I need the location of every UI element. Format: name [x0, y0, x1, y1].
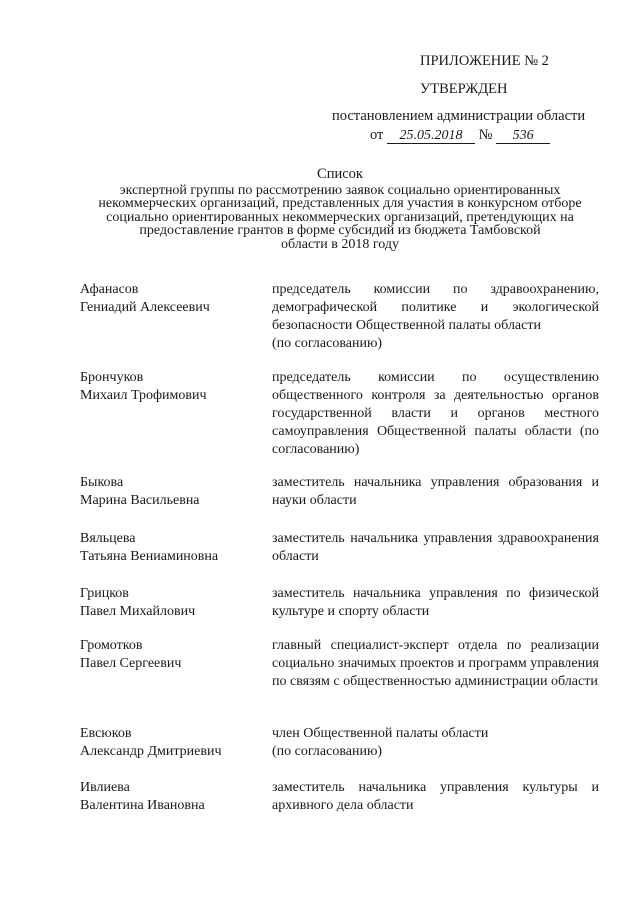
member-name	[80, 585, 270, 621]
member-role-text: заместитель начальника управления по физической культуре и спорту области	[272, 586, 599, 619]
member-given-names: Татьяна Вениаминовна	[80, 549, 219, 564]
title-line: предоставление грантов в форме субсидий из бюджета Тамбовской	[139, 223, 541, 238]
handwritten-number: 536	[496, 129, 550, 144]
member-role-text: председатель комиссии по осуществлению общественного контроля за деятельностью органов государственной власти и органов местного самоуправления Общественной палаты области (по согласованию)	[272, 370, 599, 457]
member-name	[80, 369, 270, 405]
member-role	[272, 281, 599, 353]
member-role	[272, 530, 599, 566]
member-role-text: заместитель начальника управления здравоохранения области	[272, 531, 599, 564]
number-prefix: №	[478, 127, 493, 143]
title-line: социально ориентированных некоммерческих организаций, претендующих на	[106, 209, 574, 225]
member-role-text: член Общественной палаты области	[272, 726, 489, 741]
member-role-note: (по согласованию)	[272, 744, 383, 759]
member-surname: Вяльцева	[80, 531, 136, 546]
document-title	[80, 168, 600, 251]
member-name	[80, 530, 270, 566]
member-name	[80, 281, 270, 317]
member-role	[272, 779, 599, 815]
member-surname: Евсюков	[80, 726, 132, 741]
member-given-names: Павел Сергеевич	[80, 656, 182, 671]
member-role	[272, 474, 599, 510]
title-line: экспертной группы по рассмотрению заявок социально ориентированных	[119, 182, 561, 198]
approved-label: УТВЕРЖДЕН	[420, 81, 508, 97]
member-role-note: (по согласованию)	[272, 336, 383, 351]
member-name	[80, 779, 270, 815]
member-surname: Грицков	[80, 586, 129, 601]
member-surname: Громотков	[80, 638, 143, 653]
member-surname: Афанасов	[80, 282, 139, 297]
handwritten-date: 25.05.2018	[387, 129, 475, 144]
member-name	[80, 637, 270, 673]
date-prefix: от	[370, 127, 384, 143]
member-role-text: заместитель начальника управления образования и науки области	[272, 475, 599, 508]
member-given-names: Марина Васильевна	[80, 493, 200, 508]
member-role-text: главный специалист-эксперт отдела по реализации социально значимых проектов и программ управления по связям с общественностью администрации области	[272, 638, 599, 689]
decree-text: постановлением администрации области	[332, 108, 586, 124]
member-given-names: Михаил Трофимович	[80, 388, 207, 403]
appendix-label: ПРИЛОЖЕНИЕ № 2	[420, 53, 549, 69]
member-given-names: Александр Дмитриевич	[80, 744, 222, 759]
member-name	[80, 725, 270, 761]
member-surname: Ивлиева	[80, 780, 130, 795]
member-given-names: Гениадий Алексеевич	[80, 300, 210, 315]
member-surname: Брончуков	[80, 370, 144, 385]
member-role-text: председатель комиссии по здравоохранению, демографической политике и экологической безопасности Общественной палаты области	[272, 282, 599, 333]
title-heading: Список	[317, 166, 363, 182]
title-line: некоммерческих организаций, представленных для участия в конкурсном отборе	[98, 196, 582, 211]
member-role	[272, 369, 599, 459]
member-role	[272, 585, 599, 621]
decree-date-line	[370, 127, 550, 144]
member-role	[272, 725, 599, 761]
member-given-names: Павел Михайлович	[80, 604, 196, 619]
member-surname: Быкова	[80, 475, 124, 490]
member-role	[272, 637, 599, 691]
member-role-text: заместитель начальника управления культуры и архивного дела области	[272, 780, 599, 813]
member-given-names: Валентина Ивановна	[80, 798, 205, 813]
member-name	[80, 474, 270, 510]
title-line: области в 2018 году	[280, 236, 400, 252]
